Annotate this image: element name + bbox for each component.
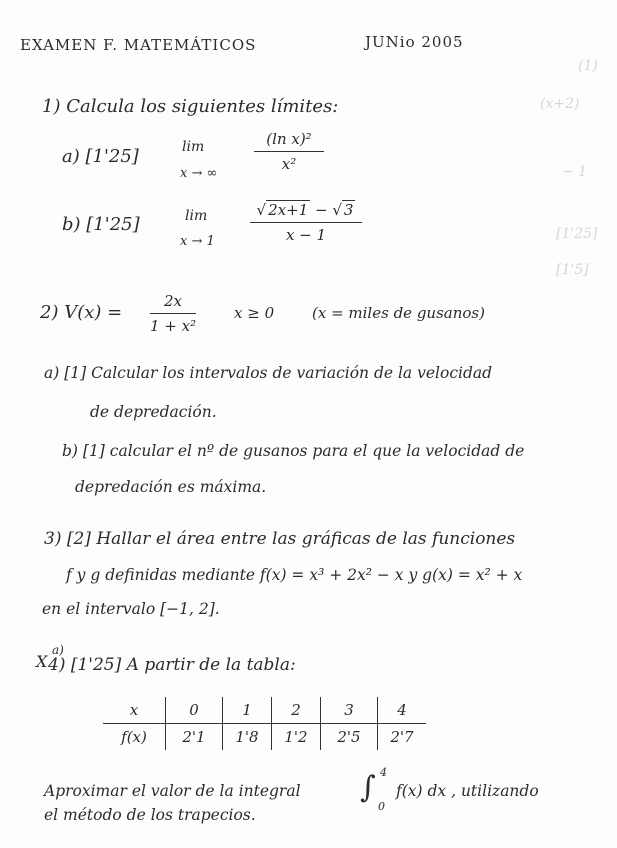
fraction-1a xyxy=(254,130,324,173)
fraction-bar xyxy=(250,222,362,223)
question-3-line1: 3) [2] Hallar el área entre las gráficas de las funciones xyxy=(44,529,516,549)
fraction-1a-numerator: (ln x)² xyxy=(266,130,312,148)
margin-mark: X xyxy=(36,652,48,671)
question-4-line1: Aproximar el valor de la integral xyxy=(44,782,301,800)
question-4-line2: el método de los trapecios. xyxy=(44,806,256,824)
bleed-through-text: (1) xyxy=(578,58,598,74)
table-header-cell: 1 xyxy=(223,697,272,724)
table-cell: 2'1 xyxy=(166,724,223,751)
fraction-2 xyxy=(150,292,196,335)
question-2a-line2: de depredación. xyxy=(90,403,217,421)
table-cell: 1'8 xyxy=(223,724,272,751)
bleed-through-text: [1'25] xyxy=(556,226,598,242)
domain-condition: x ≥ 0 xyxy=(234,304,275,322)
question-3-line2: f y g definidas mediante f(x) = x³ + 2x² − x y g(x) = x² + x xyxy=(66,566,523,584)
sqrt-symbol: √ xyxy=(332,201,342,219)
question-2-function-label: 2) V(x) = xyxy=(40,302,123,323)
exam-title: EXAMEN F. MATEMÁTICOS xyxy=(20,36,257,54)
integral-sign: ∫ xyxy=(360,770,376,805)
variable-note: (x = miles de gusanos) xyxy=(312,304,485,322)
fraction-2-numerator: 2x xyxy=(163,292,182,310)
question-3-line3: en el intervalo [−1, 2]. xyxy=(42,600,220,618)
radicand-2: 3 xyxy=(343,201,354,219)
fraction-1b xyxy=(250,200,362,244)
bleed-through-text: [1'5] xyxy=(556,262,589,278)
question-1-title: 1) Calcula los siguientes límites: xyxy=(42,96,339,117)
table-header-cell: 0 xyxy=(166,697,223,724)
limit-subscript: x → ∞ xyxy=(180,166,218,181)
integrand: f(x) dx , utilizando xyxy=(396,782,539,800)
question-2a-line1: a) [1] Calcular los intervalos de variación de la velocidad xyxy=(44,364,493,382)
sqrt-symbol: √ xyxy=(256,201,267,219)
bleed-through-text: (x+2) xyxy=(540,96,580,112)
fraction-bar xyxy=(150,313,196,314)
table-cell: 1'2 xyxy=(272,724,321,751)
question-1b-label: b) [1'25] xyxy=(62,214,140,235)
question-2b-line2: depredación es máxima. xyxy=(75,478,267,496)
limit-word: lim xyxy=(185,208,208,224)
table-header-cell: 4 xyxy=(378,697,427,724)
fraction-1b-numerator xyxy=(250,200,362,219)
integral-upper-limit: 4 xyxy=(380,766,387,779)
exam-date: JUNio 2005 xyxy=(365,33,464,51)
radicand-1: 2x+1 xyxy=(268,201,309,219)
question-4-title: 4) [1'25] A partir de la tabla: xyxy=(48,655,296,675)
fraction-1a-denominator: x² xyxy=(281,155,297,173)
fraction-bar xyxy=(254,151,324,152)
table-cell: 2'5 xyxy=(321,724,378,751)
table-cell: 2'7 xyxy=(378,724,427,751)
fraction-2-denominator: 1 + x² xyxy=(150,317,197,335)
limit-word: lim xyxy=(182,139,205,155)
table-header-cell: 3 xyxy=(321,697,378,724)
superscript-a: a) xyxy=(52,643,64,657)
bleed-through-text: − 1 xyxy=(562,164,588,180)
question-1a-label: a) [1'25] xyxy=(62,146,139,167)
table-header-row xyxy=(103,697,426,724)
limit-subscript: x → 1 xyxy=(180,234,215,249)
values-table xyxy=(103,697,426,750)
integral-lower-limit: 0 xyxy=(378,800,385,813)
table-header-cell: x xyxy=(103,697,166,724)
table-cell: f(x) xyxy=(121,728,147,746)
table-header-cell: 2 xyxy=(272,697,321,724)
question-2b-line1: b) [1] calcular el nº de gusanos para el que la velocidad de xyxy=(62,442,525,460)
minus-sign: − xyxy=(315,201,328,219)
fraction-1b-denominator: x − 1 xyxy=(285,226,327,244)
table-row xyxy=(103,724,426,751)
